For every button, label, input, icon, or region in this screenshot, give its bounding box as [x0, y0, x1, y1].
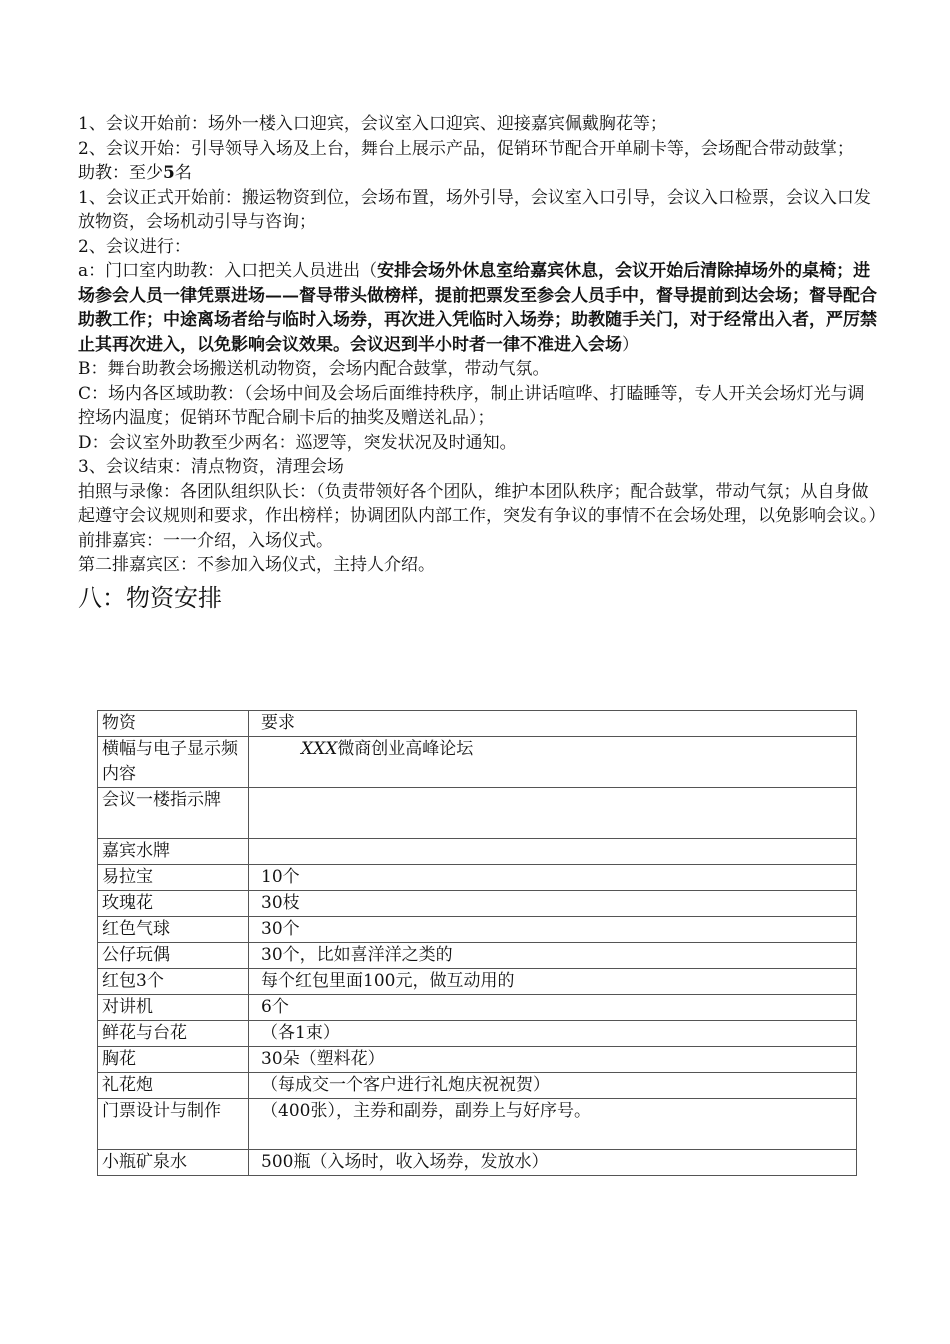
table-row: [98, 1047, 857, 1073]
door-assistant-rules: 安排会场外休息室给嘉宾休息，会议开始后清除掉场外的桌椅；进场参会人员一律凭票进场——督导带头做榜样，提前把票发至参会人员手中，督导提前到达会场；督导配合助教工作；中途离场者给与临时入场券，再次进入凭临时入场券；助教随手关门，对于经常出入者，严厉禁止其再次进入，以免影响会议效果。会议迟到半小时者一律不准进入会场: [78, 261, 877, 355]
paragraph-in-progress: 2、会议进行：: [78, 236, 191, 257]
door-assistant-intro: a：门口室内助教：入口把关人员进出（: [78, 261, 378, 281]
item-cell: 门票设计与制作: [98, 1099, 249, 1150]
table-row: [98, 788, 857, 839]
table-row: [98, 917, 857, 943]
paragraph-outside-assistant: D：会议室外助教至少两名：巡逻等，突发状况及时通知。: [78, 432, 517, 453]
requirement-cell: 500瓶（入场时，收入场券，发放水）: [249, 1150, 857, 1176]
paragraph-stage-assistant: B：舞台助教会场搬送机动物资，会场内配合鼓掌，带动气氛。: [78, 359, 550, 379]
table-row: [98, 865, 857, 891]
requirement-cell: [249, 788, 857, 839]
supplies-table: [97, 710, 857, 1176]
assistants-unit: 名: [174, 163, 192, 183]
table-row: [98, 891, 857, 917]
paragraph-meeting-end: 3、会议结束：清点物资，清理会场: [78, 457, 344, 477]
item-cell: 鲜花与台花: [98, 1021, 249, 1047]
item-cell: 小瓶矿泉水: [98, 1150, 249, 1176]
item-cell: 胸花: [98, 1047, 249, 1073]
paragraph-area-assistant: C：场内各区域助教：（会场中间及会场后面维持秩序，制止讲话喧哗、打瞌睡等，专人开关会场灯光与调控场内温度；促销环节配合刷卡后的抽奖及赠送礼品）；: [78, 383, 865, 428]
door-assistant-close: ）: [622, 334, 639, 355]
requirement-cell: 6个: [249, 995, 857, 1021]
table-row: [98, 1099, 857, 1150]
requirement-text: 微商创业高峰论坛: [337, 739, 474, 759]
requirement-cell: 30枝: [249, 891, 857, 917]
assistants-count: 5: [163, 163, 175, 183]
document-body: [78, 112, 886, 620]
table-row: [98, 995, 857, 1021]
table-row: [98, 943, 857, 969]
requirement-cell: （每成交一个客户进行礼炮庆祝祝贺）: [249, 1073, 857, 1099]
paragraph-photo-video: 拍照与录像：各团队组织队长：（负责带领好各个团队，维护本团队秩序；配合鼓掌，带动气氛；从自身做起遵守会议规则和要求，作出榜样；协调团队内部工作，突发有争议的事情不在会场处理，以免影响会议。）: [78, 481, 886, 526]
item-cell: 易拉宝: [98, 865, 249, 891]
paragraph-door-assistant: [78, 259, 878, 357]
paragraph-second-row-guests: 第二排嘉宾区：不参加入场仪式，主持人介绍。: [78, 555, 435, 575]
table-header-row: [98, 711, 857, 737]
table-row: [98, 1150, 857, 1176]
requirement-cell: 30个，比如喜洋洋之类的: [249, 943, 857, 969]
item-cell: 礼花炮: [98, 1073, 249, 1099]
assistants-label: 助教：至少: [78, 163, 163, 183]
table-row: [98, 737, 857, 788]
requirement-italic-text: XXX: [301, 739, 338, 759]
requirement-cell: 30个: [249, 917, 857, 943]
item-cell: 公仔玩偶: [98, 943, 249, 969]
paragraph-front-guests: 前排嘉宾：一一介绍，入场仪式。: [78, 530, 333, 551]
item-cell: 红包3个: [98, 969, 249, 995]
item-cell: 嘉宾水牌: [98, 839, 249, 865]
requirement-cell: （各1束）: [249, 1021, 857, 1047]
requirement-cell: （400张），主券和副券，副券上与好序号。: [249, 1099, 857, 1150]
requirement-cell: [249, 737, 857, 788]
table-row: [98, 1073, 857, 1099]
section-title: 八：物资安排: [78, 583, 222, 612]
item-cell: 玫瑰花: [98, 891, 249, 917]
paragraph-pre-meeting: 1、会议开始前：场外一楼入口迎宾，会议室入口迎宾、迎接嘉宾佩戴胸花等；: [78, 114, 667, 134]
item-cell: 横幅与电子显示频内容: [98, 737, 249, 788]
item-cell: 会议一楼指示牌: [98, 788, 249, 839]
header-cell-requirement: 要求: [249, 711, 857, 737]
item-cell: 对讲机: [98, 995, 249, 1021]
paragraph-formal-start: 1、会议正式开始前：搬运物资到位，会场布置，场外引导，会议室入口引导，会议入口检票，会议入口发放物资，会场机动引导与咨询；: [78, 187, 871, 232]
paragraph-assistants: [78, 161, 878, 186]
header-cell-item: 物资: [98, 711, 249, 737]
table-row: [98, 969, 857, 995]
requirement-cell: 每个红包里面100元，做互动用的: [249, 969, 857, 995]
requirement-cell: [249, 839, 857, 865]
table-row: [98, 1021, 857, 1047]
requirement-cell: 30朵（塑料花）: [249, 1047, 857, 1073]
requirement-cell: 10个: [249, 865, 857, 891]
table-row: [98, 839, 857, 865]
item-cell: 红色气球: [98, 917, 249, 943]
paragraph-meeting-start: 2、会议开始：引导领导入场及上台，舞台上展示产品，促销环节配合开单刷卡等，会场配合带动鼓掌；: [78, 138, 854, 159]
